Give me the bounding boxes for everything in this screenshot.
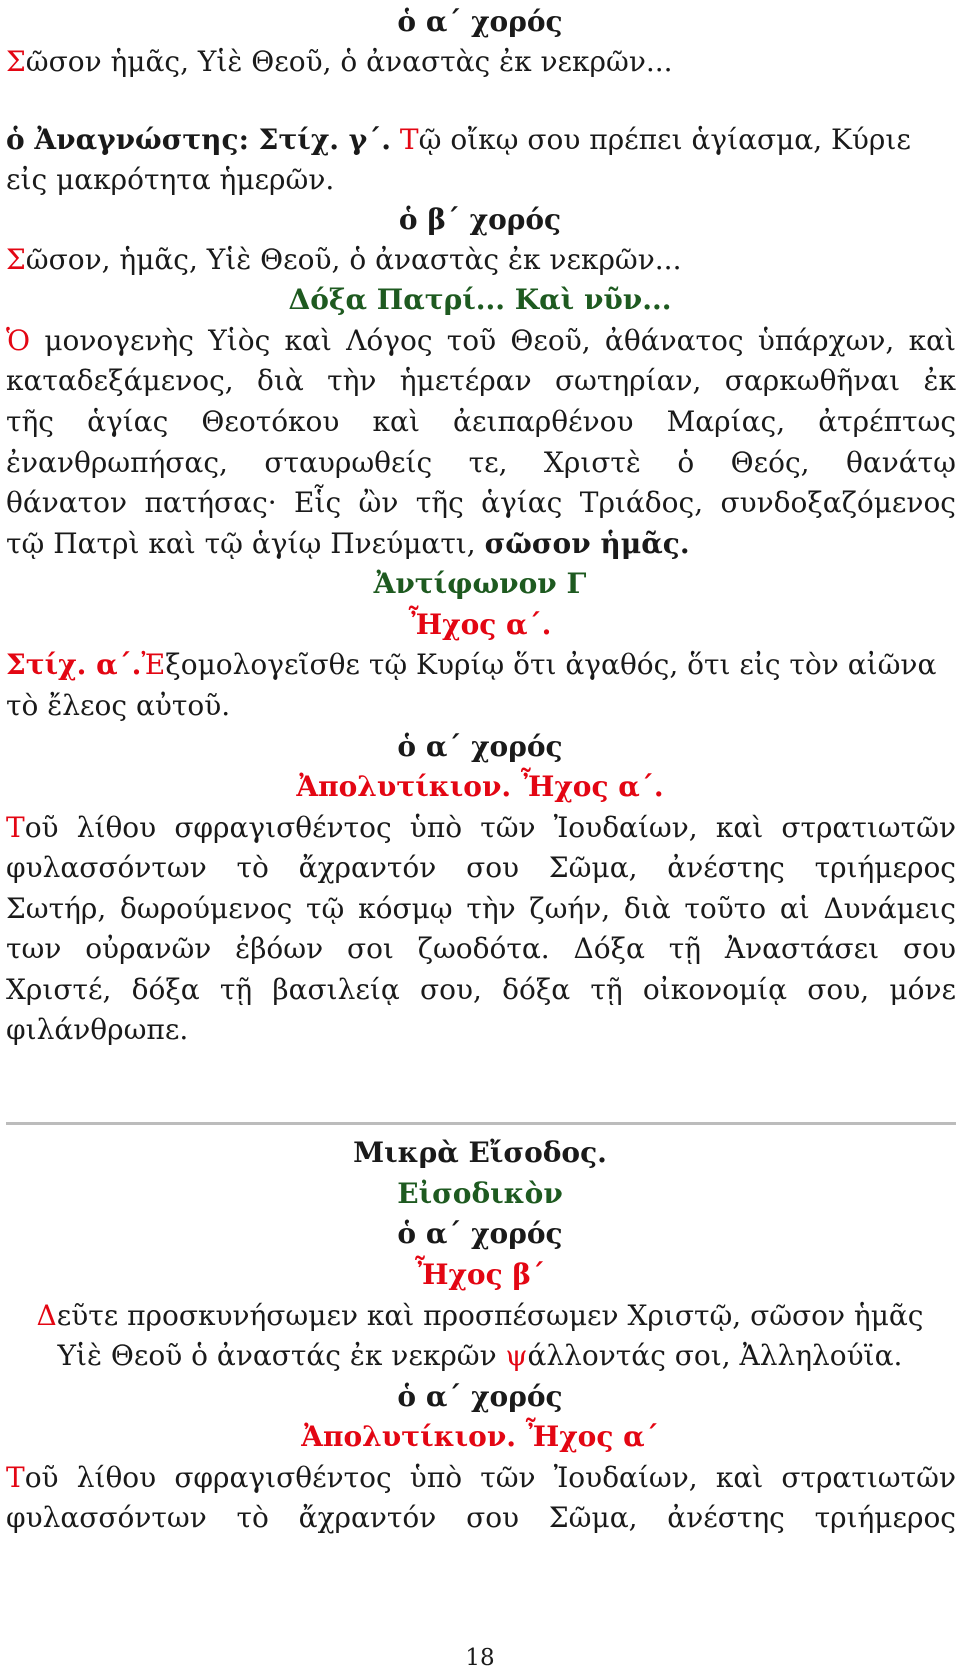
apolytikion-heading: Ἀπολυτίκιον. Ἦχος α΄ — [301, 1420, 659, 1453]
reader-verse-line — [6, 118, 956, 161]
refrain-text: ῶσον, ἡμᾶς, Υἱὲ Θεοῦ, ὁ ἀναστὰς ἐκ νεκρῶν... — [25, 243, 682, 276]
choir-heading: ὁ α΄ χορός — [397, 730, 563, 763]
refrain-line — [6, 238, 956, 281]
initial-letter: Τ — [6, 811, 25, 844]
eisodikon-heading: Εἰσοδικὸν — [397, 1177, 563, 1210]
refrain-line — [6, 40, 956, 83]
antiphon-heading: Ἀντίφωνον Γ — [373, 567, 587, 600]
initial-letter: Σ — [6, 45, 26, 78]
tone-heading: Ἦχος β΄ — [415, 1258, 545, 1291]
entrance-heading: Μικρὰ Εἴσοδος. — [353, 1136, 607, 1169]
hymn-line — [0, 1334, 960, 1377]
hymn-line — [0, 1294, 960, 1337]
choir-heading: ὁ β΄ χορός — [398, 203, 562, 236]
psi-letter: ψ — [505, 1339, 528, 1372]
verse-text: ξομολογεῖσθε τῷ Κυρίῳ ὅτι ἀγαθός, ὅτι εἰς τὸν αἰῶνα — [165, 648, 937, 681]
verse-label: Στίχ. α΄. — [6, 648, 142, 681]
section-divider — [6, 1122, 956, 1125]
hymn-line: φιλάνθρωπε. — [6, 1013, 189, 1046]
choir-heading: ὁ α΄ χορός — [397, 1380, 563, 1413]
hymn-line — [6, 1456, 956, 1499]
initial-letter: Δ — [36, 1299, 57, 1332]
hymn-line: ἐνανθρωπήσας, σταυρωθείς τε, Χριστὲ ὁ Θεός, θανάτῳ — [6, 446, 956, 479]
hymn-line: τῆς ἁγίας Θεοτόκου καὶ ἀειπαρθένου Μαρίας, ἀτρέπτως — [6, 405, 956, 438]
hymn-line: Χριστέ, δόξα τῇ βασιλείᾳ σου, δόξα τῇ οἰκονομίᾳ σου, μόνε — [6, 973, 956, 1006]
hymn-text: εῦτε προσκυνήσωμεν καὶ προσπέσωμεν Χριστῷ, σῶσον ἡμᾶς — [56, 1299, 924, 1332]
initial-letter: Σ — [6, 243, 26, 276]
verse-text-line: εἰς μακρότητα ἡμερῶν. — [6, 163, 335, 196]
hymn-line — [6, 522, 956, 565]
initial-letter: Τ — [6, 1461, 25, 1494]
hymn-line: φυλασσόντων τὸ ἄχραντόν σου Σῶμα, ἀνέστης τριήμερος — [6, 851, 956, 884]
hymn-line: φυλασσόντων τὸ ἄχραντόν σου Σῶμα, ἀνέστης τριήμερος — [6, 1501, 956, 1534]
verse-text: ῷ οἴκῳ σου πρέπει ἁγίασμα, Κύριε — [418, 123, 911, 156]
hymn-text: Υἱὲ Θεοῦ ὁ ἀναστάς ἐκ νεκρῶν — [57, 1339, 497, 1372]
choir-heading: ὁ α΄ χορός — [397, 1217, 563, 1250]
hymn-text: τῷ Πατρὶ καὶ τῷ ἁγίῳ Πνεύματι, — [6, 527, 476, 560]
page-number: 18 — [465, 1645, 495, 1671]
hymn-text: οῦ λίθου σφραγισθέντος ὑπὸ τῶν Ἰουδαίων, καὶ στρατιωτῶν — [24, 811, 956, 844]
hymn-ending: σῶσον ἡμᾶς. — [484, 527, 690, 560]
tone-heading: Ἦχος α΄. — [408, 608, 552, 641]
verse-line: τὸ ἔλεος αὐτοῦ. — [6, 689, 231, 722]
apolytikion-heading: Ἀπολυτίκιον. Ἦχος α΄. — [296, 770, 664, 803]
initial-letter: Ἐ — [141, 648, 166, 681]
hymn-text: οῦ λίθου σφραγισθέντος ὑπὸ τῶν Ἰουδαίων, καὶ στρατιωτῶν — [24, 1461, 956, 1494]
choir-heading: ὁ α΄ χορός — [397, 5, 563, 38]
hymn-line — [6, 319, 956, 362]
hymn-line: καταδεξάμενος, διὰ τὴν ἡμετέραν σωτηρίαν, σαρκωθῆναι ἐκ — [6, 364, 956, 397]
hymn-line: των οὐρανῶν ἐβόων σοι ζωοδότα. Δόξα τῇ Ἀναστάσει σου — [6, 932, 956, 965]
verse-line — [6, 643, 956, 686]
doxology-heading: Δόξα Πατρί... Καὶ νῦν... — [288, 283, 672, 316]
hymn-line: Σωτήρ, δωρούμενος τῷ κόσμῳ τὴν ζωήν, διὰ τοῦτο αἱ Δυνάμεις — [6, 892, 956, 925]
initial-letter: Ὁ — [6, 324, 31, 357]
reader-label: ὁ Ἀναγνώστης: Στίχ. γ΄. — [6, 123, 391, 156]
hymn-text: άλλοντάς σοι, Ἀλληλούϊα. — [527, 1339, 903, 1372]
hymn-text: μονογενὴς Υἱὸς καὶ Λόγος τοῦ Θεοῦ, ἀθάνατος ὑπάρχων, καὶ — [44, 324, 956, 357]
initial-letter: Τ — [399, 123, 419, 156]
hymn-line — [6, 806, 956, 849]
refrain-text: ῶσον ἡμᾶς, Υἱὲ Θεοῦ, ὁ ἀναστὰς ἐκ νεκρῶν... — [25, 45, 673, 78]
hymn-line: θάνατον πατήσας· Εἷς ὢν τῆς ἁγίας Τριάδος, συνδοξαζόμενος — [6, 486, 956, 519]
